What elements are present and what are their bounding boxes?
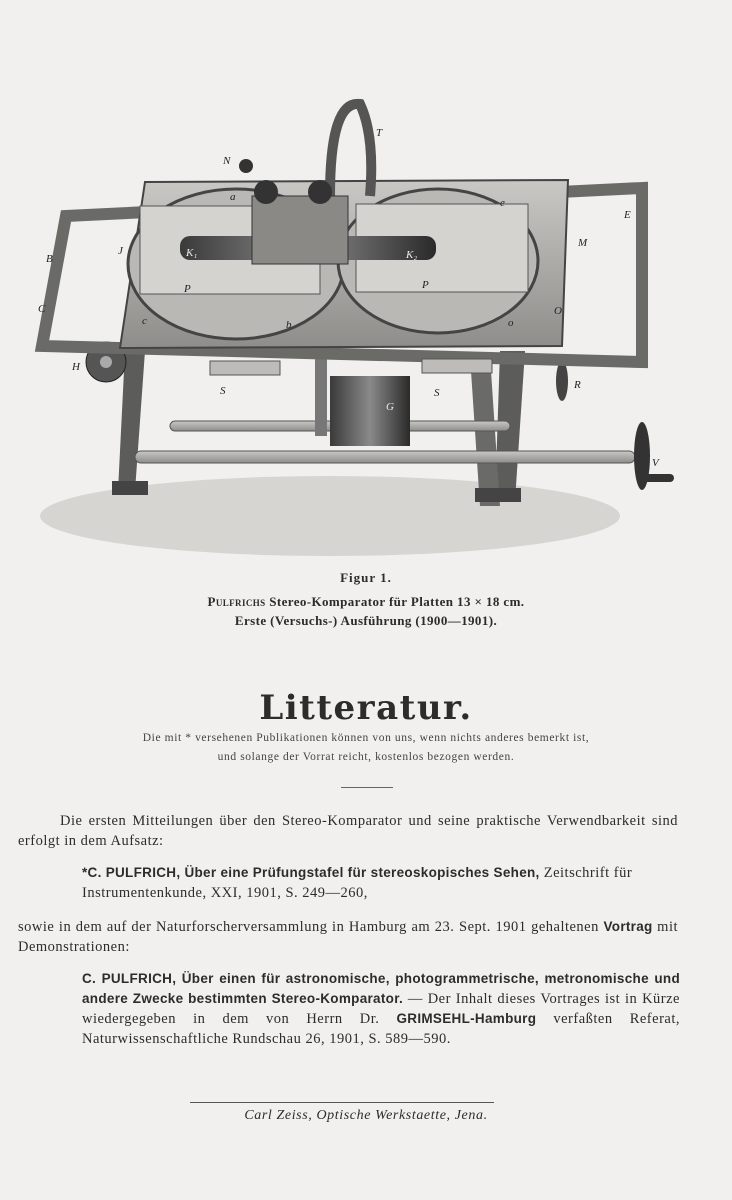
intro-paragraph: Die ersten Mitteilungen über den Stereo-Komparator und seine praktische Verwendbarkeit sind erfolgt in dem Aufsatz: [18,813,678,849]
binocular-housing [252,196,348,264]
reference-2-author: C. PULFRICH, [82,971,177,986]
foot-left [112,481,148,495]
section-note-line2: und solange der Vorrat reicht, kostenlos bezogen werden. [217,751,515,763]
lecture-text-b: mit Demonstrationen: [18,919,678,955]
lecture-paragraph [18,917,678,957]
reference-2-name: GRIMSEHL-Hamburg [396,1011,537,1026]
reference-1 [82,863,680,903]
publisher-footer: Carl Zeiss, Optische Werkstaette, Jena. [244,1108,488,1123]
knob-n [239,159,253,173]
figure-caption-line3: Erste (Versuchs-) Ausführung (1900—1901). [234,613,498,628]
comparator-illustration [30,96,700,566]
handwheel-crank [642,474,674,482]
figure-caption-line2 [60,594,672,610]
reference-1-source: Zeitschrift für Instrumentenkunde, XXI, 1901, S. 249—260, [82,865,633,901]
reference-1-author: *C. PULFRICH, [82,865,181,880]
slide-s-left [210,361,280,375]
label-n: N [223,155,231,167]
figure-caption-title: Figur 1. [340,570,392,585]
cross-rod [135,451,635,463]
label-e2: e [500,197,505,209]
label-s1: S [220,385,226,397]
wheel-r [556,361,568,401]
reference-2-text-a: — Der Inhalt dieses Vortrages ist in Kürze wiedergegeben in dem von Herrn Dr. [82,991,680,1027]
label-o: O [554,305,562,317]
footer-rule [190,1102,494,1103]
label-t: T [376,127,383,139]
reference-1-title: Über eine Prüfungstafel für stereoskopisches Sehen, [180,865,540,880]
label-e: E [624,209,631,221]
handwheel-h-hub [100,356,112,368]
screw-spindle [315,356,327,436]
label-c2: c [142,315,147,327]
caption-author: Pulfrichs [207,594,266,609]
reference-2-title: Über einen für astronomische, photogrammetrische, metronomische und andere Zwecke bestimmten Stereo-Komparator. [82,971,680,1006]
stereo-comparator-drawing [30,96,700,566]
label-k1: K₁ [186,247,198,259]
label-b: B [46,253,53,265]
slide-s-right [422,359,492,373]
label-g: G [386,401,394,413]
label-j: J [118,245,123,257]
label-k2: K₂ [406,249,418,261]
label-c: C [38,303,46,315]
eyepiece-left [254,180,278,204]
section-note-line1: Die mit * versehenen Publikationen können von uns, wenn nichts anderes bemerkt ist, [142,732,590,744]
lecture-word-vortrag: Vortrag [603,919,653,934]
reference-2 [82,969,680,1049]
caption-description: Stereo-Komparator für Platten 13 × 18 cm. [265,594,525,609]
reference-2-text-b: verfaßten Referat, Naturwissenschaftliche Rundschau 26, 1901, S. 589—590. [82,1011,680,1047]
divider-short [341,787,393,788]
lecture-text-a: sowie in dem auf der Naturforscherversammlung in Hamburg am 23. Sept. 1901 gehaltenen [18,919,604,935]
label-b2: b [286,319,292,331]
label-o2: o [508,317,514,329]
center-column [330,376,410,446]
label-p2: P [422,279,429,291]
eyepiece-right [308,180,332,204]
label-a: a [230,191,236,203]
label-v: V [652,457,659,469]
foot-right [475,488,521,502]
label-m: M [578,237,588,249]
label-s2: S [434,387,440,399]
section-heading: Litteratur. [259,688,473,728]
label-r: R [574,379,581,391]
label-p1: P [184,283,191,295]
label-h: H [72,361,80,373]
